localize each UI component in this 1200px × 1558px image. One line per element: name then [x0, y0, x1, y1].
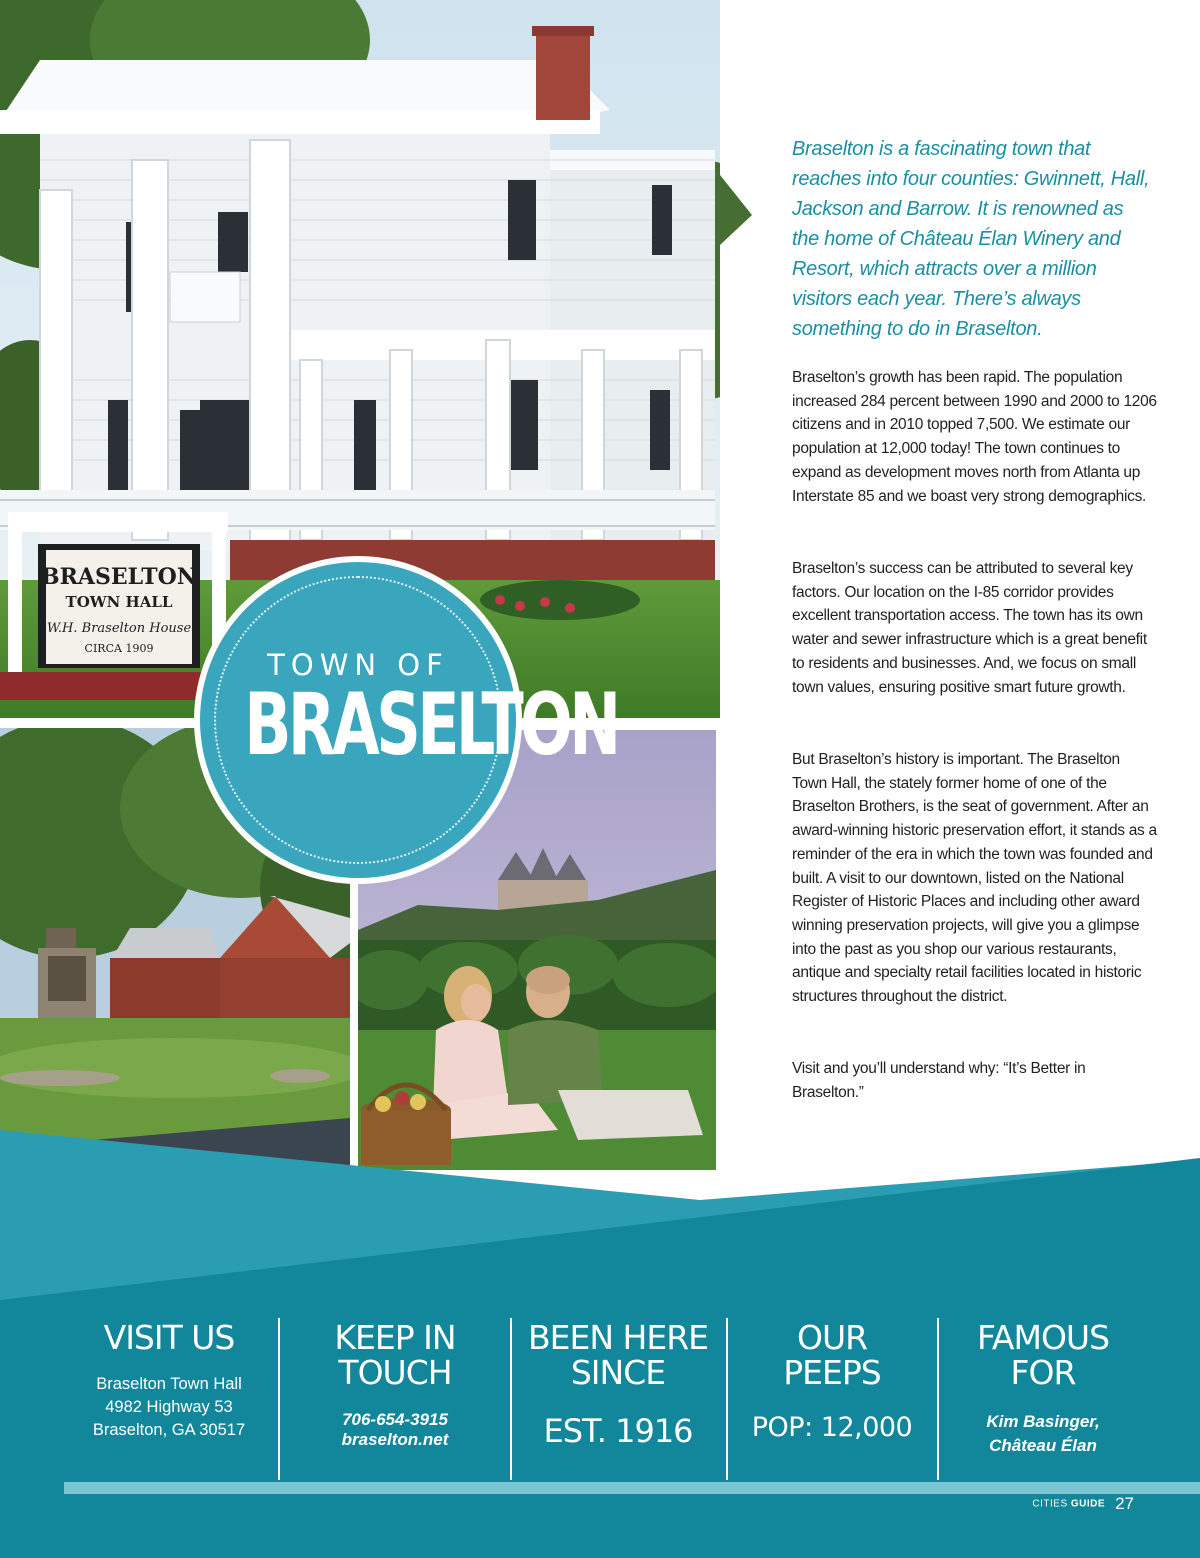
sign-line3: W.H. Braselton House [46, 621, 192, 636]
sign-line4: CIRCA 1909 [84, 642, 154, 655]
famous-for-title-line1: FAMOUS [976, 1318, 1110, 1357]
page-footer [1032, 1494, 1134, 1514]
body-paragraph-visit: Visit and you’ll understand why: “It’s Better in Braselton.” [792, 1060, 1086, 1101]
badge-town-of-text: TOWN OF [267, 648, 449, 682]
town-of-braselton-badge [200, 562, 618, 878]
famous-for-title-line2: FOR [1010, 1353, 1076, 1392]
body-paragraph-growth: Braselton’s growth has been rapid. The population increased 284 percent between 1990 and 2000 to 1206 citizens and in 2010 topped 7,500. We estimate our population at 12,000 today! The town continues to expand as development moves north from Atlanta up Interstate 85 and we boast very strong demographics. [792, 369, 1157, 505]
phone-number[interactable]: 706-654-3915 [342, 1410, 448, 1429]
visit-us-line1: Braselton Town Hall [96, 1375, 242, 1393]
established-value: EST. 1916 [543, 1412, 693, 1450]
our-peeps-title-line2: PEEPS [783, 1353, 881, 1392]
info-our-peeps [728, 1320, 936, 1443]
famous-for-line2: Château Élan [989, 1436, 1097, 1455]
publication-name: CITIES GUIDE [1032, 1498, 1106, 1510]
info-been-here-since [512, 1320, 724, 1450]
famous-for-line1: Kim Basinger, [986, 1412, 1100, 1431]
keep-in-touch-title-line1: KEEP IN [334, 1318, 456, 1357]
our-peeps-title-line1: OUR [796, 1318, 868, 1357]
keep-in-touch-title-line2: TOUCH [338, 1353, 452, 1392]
intro-paragraph: Braselton is a fascinating town that reaches into four counties: Gwinnett, Hall, Jackson and Barrow. It is renowned as the home of Château Élan Winery and Resort, which attracts over a million visitors each year. There’s always something to do in Braselton. [792, 138, 1150, 340]
visit-us-line3: Braselton, GA 30517 [92, 1421, 246, 1439]
info-divider [937, 1318, 939, 1480]
info-famous-for [940, 1320, 1146, 1458]
body-paragraph-success: Braselton’s success can be attributed to several key factors. Our location on the I-85 corridor provides excellent transportation access. The town has its own water and sewer infrastructure which is a great benefit to residents and businesses. And, we focus on small town values, ensuring positive smart future growth. [792, 560, 1147, 696]
info-visit-us [64, 1320, 274, 1442]
visit-us-line2: 4982 Highway 53 [105, 1398, 233, 1416]
body-paragraph-history: But Braselton’s history is important. The Braselton Town Hall, the stately former home of one of the Braselton Brothers, is the seat of government. After an award-winning historic preservation effort, it stands as a reminder of the era in which the town was founded and built. A visit to our downtown, listed on the National Register of Historic Places and including other award winning preservation projects, will give you a glimpse into the past as you shop our various restaurants, antique and specialty retail facilities located in historic structures throughout the district. [792, 751, 1157, 1006]
been-here-title-line2: SINCE [570, 1353, 666, 1392]
badge-braselton-text: BRASELTON [244, 675, 618, 775]
info-divider [278, 1318, 280, 1480]
visit-us-title: VISIT US [103, 1318, 235, 1357]
been-here-title-line1: BEEN HERE [528, 1318, 708, 1357]
page-number: 27 [1115, 1494, 1134, 1513]
sign-line1: BRASELTON [41, 564, 197, 590]
sign-line2: TOWN HALL [65, 593, 173, 611]
population-value: POP: 12,000 [751, 1412, 913, 1443]
footer-light-bar [64, 1482, 1200, 1494]
website-link[interactable]: braselton.net [341, 1430, 449, 1449]
info-keep-in-touch [282, 1320, 508, 1450]
